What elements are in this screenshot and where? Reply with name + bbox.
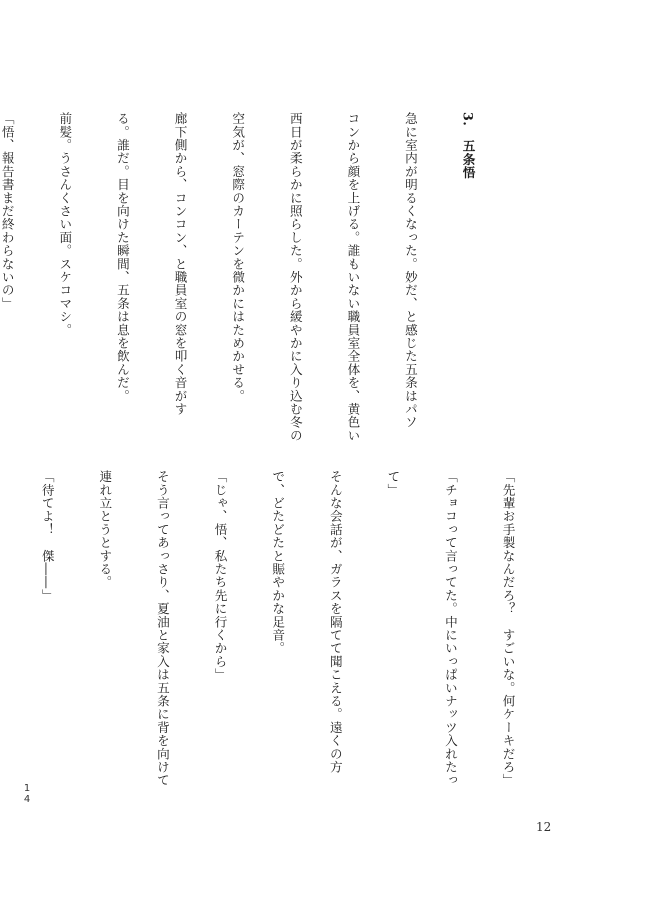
text-line: 「悟、報告書まだ終わらないの」	[0, 112, 15, 310]
page-number: 12	[536, 820, 552, 834]
text-line: 連れ立とうとする。	[97, 470, 113, 589]
text-line: る。誰だ。目を向けた瞬間、五条は息を飲んだ。	[114, 112, 130, 403]
text-line: で、どたどたと賑やかな足音。	[270, 470, 286, 655]
section-title: 五条悟	[460, 139, 476, 180]
text-line: 前髪。うさんくさい面。スケコマシ。	[57, 112, 73, 337]
text-line: 空気が、窓際のカーテンを微かにはためかせる。	[230, 112, 246, 403]
text-line: 西日が柔らかに照らした。外から緩やかに入り込む冬の	[287, 112, 303, 442]
text-column-lower	[39, 470, 556, 787]
text-column-upper	[0, 112, 516, 447]
text-line: 「先輩お手製なんだろ？ すごいな。何ケーキだろ」	[500, 470, 516, 787]
side-page-number: 14	[23, 783, 31, 805]
text-line: 急に室内が明るくなった。妙だ、と感じた五条はパソ	[402, 112, 418, 429]
text-line: 「チョコって言ってた。中にいっぱいナッツ入れたっ	[442, 470, 458, 787]
text-line: 廊下側から、コンコン、と職員室の窓を叩く音がす	[172, 112, 188, 416]
text-line: そう言ってあっさり、夏油と家入は五条に背を向けて	[154, 470, 170, 787]
section-number: 3.	[460, 112, 476, 127]
text-line: 「待てよ！ 傑――」	[39, 470, 55, 602]
section-heading	[458, 112, 477, 447]
text-line: そんな会話が、ガラスを隔てて聞こえる。遠くの方	[327, 470, 343, 774]
text-line: て」	[385, 470, 401, 497]
text-line: 「じゃ、悟、私たち先に行くから」	[212, 470, 228, 682]
text-line: コンから顔を上げる。誰もいない職員室全体を、黄色い	[345, 112, 361, 442]
